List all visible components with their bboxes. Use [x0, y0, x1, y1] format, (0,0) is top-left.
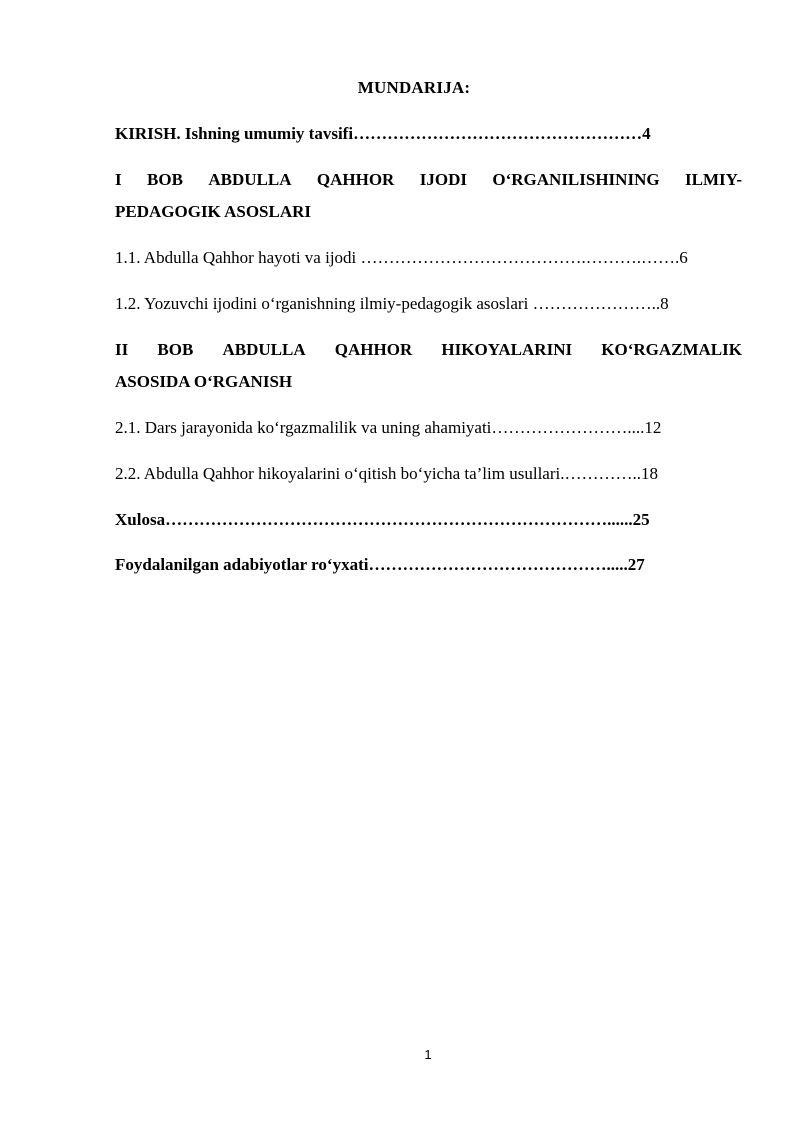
toc-entry-conclusion: Xulosa……………………………………………………………………......25 — [115, 510, 650, 529]
toc-entry-1-1: 1.1. Abdulla Qahhor hayoti va ijodi ………………………………….……….…….6 — [115, 248, 688, 267]
word: O‘RGANILISHINING — [492, 170, 660, 189]
page-number: 1 — [424, 1047, 432, 1062]
toc-chapter-2-line-2: ASOSIDA O‘RGANISH — [115, 372, 293, 391]
word: IJODI — [419, 170, 467, 189]
word: HIKOYALARINI — [441, 340, 573, 359]
toc-chapter-1 — [115, 164, 742, 228]
toc-entry-1-2: 1.2. Yozuvchi ijodini o‘rganishning ilmiy-pedagogik asoslari …………………..8 — [115, 294, 669, 313]
toc-chapter-1-line-2: PEDAGOGIK ASOSLARI — [115, 202, 312, 221]
word: II — [115, 340, 129, 359]
word: ILMIY- — [684, 170, 742, 189]
toc-entry-2-1: 2.1. Dars jarayonida ko‘rgazmalilik va uning ahamiyati……………………....12 — [115, 418, 662, 437]
word: BOB — [157, 340, 194, 359]
word: QAHHOR — [334, 340, 413, 359]
word: KO‘RGAZMALIK — [601, 340, 742, 359]
toc-chapter-1-line-1 — [115, 164, 742, 196]
toc-heading: MUNDARIJA: — [357, 78, 471, 97]
toc-chapter-2-line-1 — [115, 334, 742, 366]
word: ABDULLA — [208, 170, 292, 189]
toc-entry-references: Foydalanilgan adabiyotlar ro‘yxati…………………………………….....27 — [115, 555, 645, 574]
toc-entry-2-2: 2.2. Abdulla Qahhor hikoyalarini o‘qitish bo‘yicha ta’lim usullari.…………..18 — [115, 464, 658, 483]
word: I — [115, 170, 122, 189]
word: ABDULLA — [222, 340, 306, 359]
word: BOB — [147, 170, 183, 189]
toc-entry-intro: KIRISH. Ishning umumiy tavsifi……………………………………………4 — [115, 124, 651, 143]
toc-chapter-2 — [115, 334, 742, 398]
word: QAHHOR — [316, 170, 395, 189]
